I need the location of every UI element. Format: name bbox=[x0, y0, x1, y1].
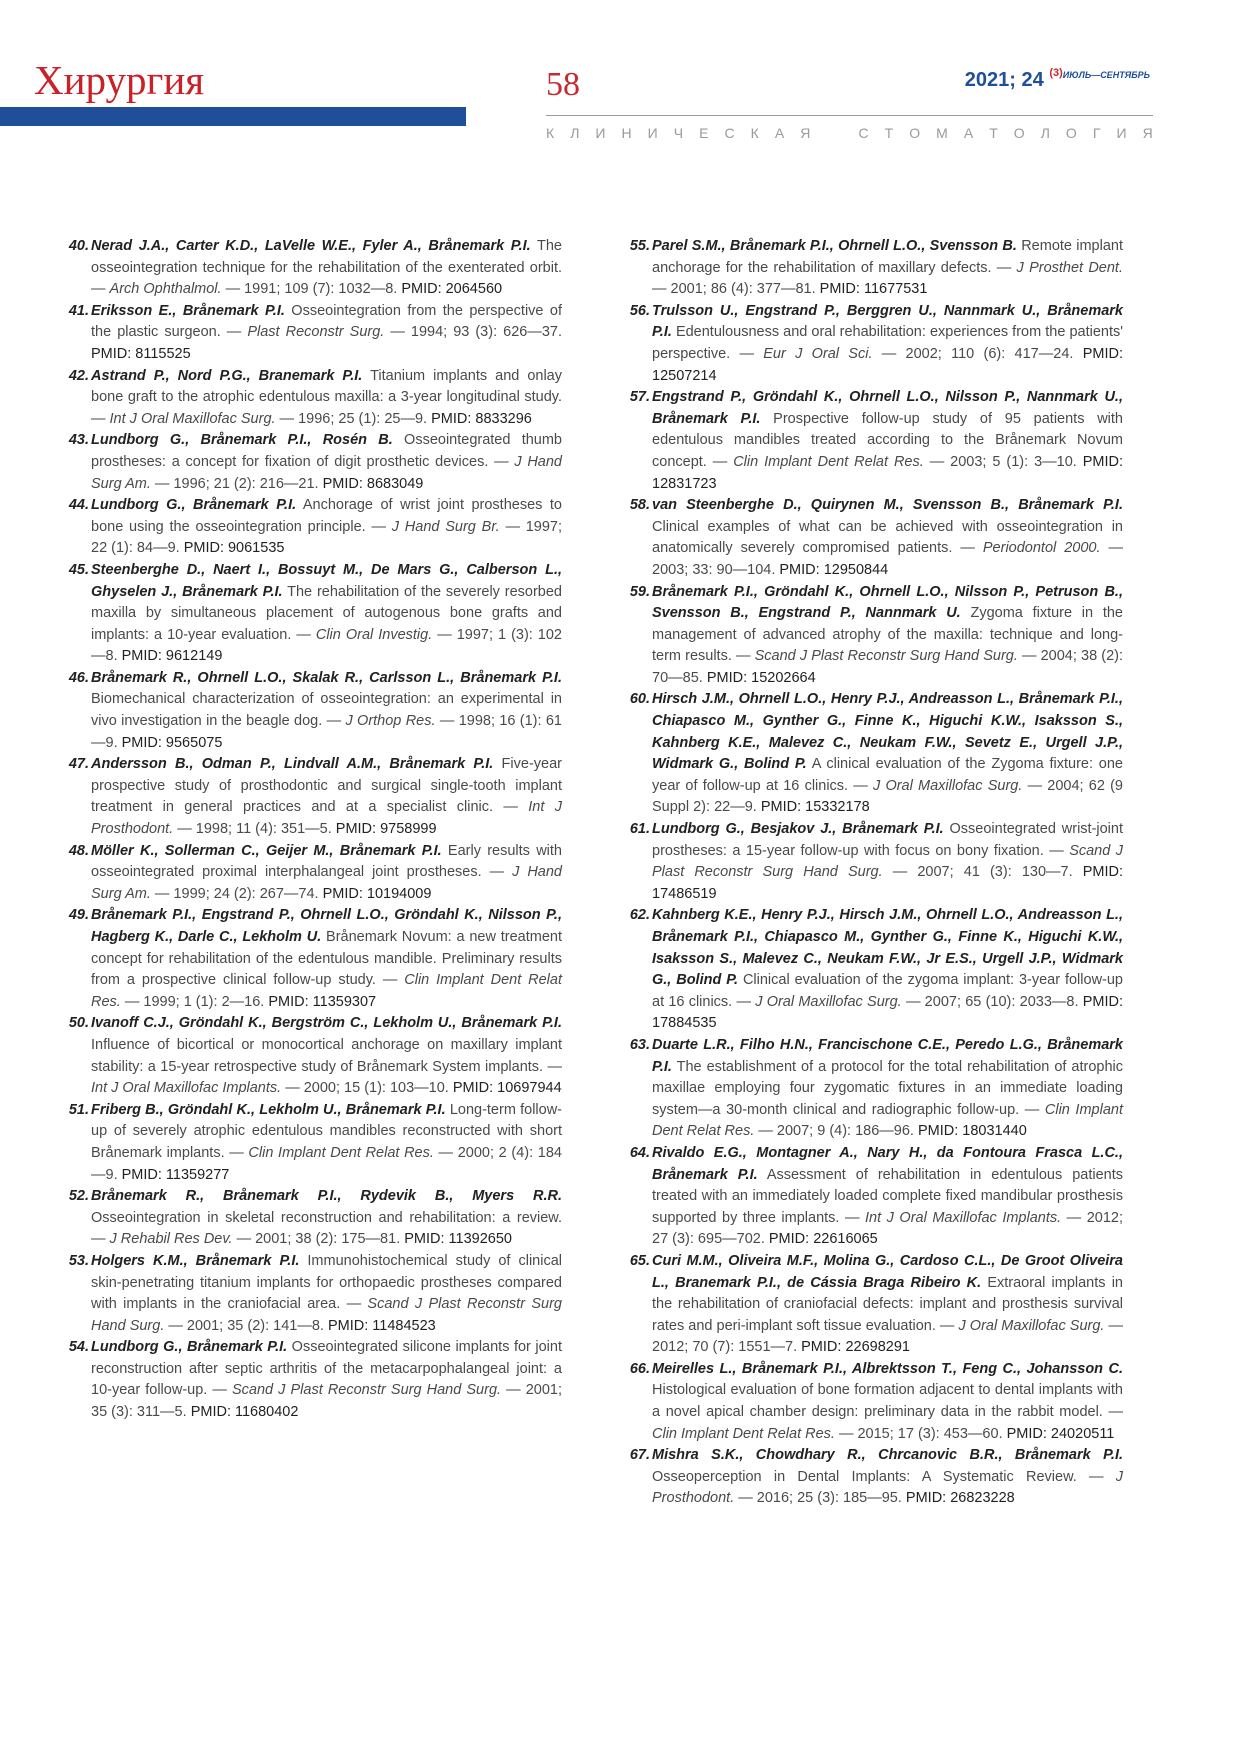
reference-pmid: PMID: 2064560 bbox=[401, 281, 503, 298]
journal-letter: Ч bbox=[673, 125, 684, 141]
journal-letter: Е bbox=[699, 125, 709, 141]
reference-text bbox=[652, 819, 1123, 905]
reference-text bbox=[91, 841, 562, 906]
reference-text bbox=[652, 301, 1123, 387]
reference-entry bbox=[62, 430, 562, 495]
reference-authors: van Steenberghe D., Quirynen M., Svensson B., Brånemark P.I. bbox=[652, 497, 1123, 514]
journal-letter: О bbox=[1013, 125, 1025, 141]
journal-letter: Я bbox=[800, 125, 811, 141]
reference-authors: Ivanoff C.J., Gröndahl K., Bergström C., Lekholm U., Brånemark P.I. bbox=[91, 1015, 562, 1032]
reference-pmid: PMID: 11359277 bbox=[121, 1166, 230, 1183]
reference-pmid: PMID: 15202664 bbox=[706, 669, 816, 686]
reference-text bbox=[91, 905, 562, 1013]
journal-letter: Т bbox=[884, 125, 894, 141]
reference-pmid: PMID: 9612149 bbox=[121, 648, 223, 665]
reference-pmid: PMID: 15332178 bbox=[760, 799, 870, 816]
reference-title: The establishment of a protocol for the total rehabilitation of atrophic maxillae employing four zygomatic fixtures in an immediate loading system—a 30-month clinical and radiographic follow-up. — bbox=[652, 1058, 1123, 1118]
references-left-column bbox=[62, 236, 562, 1424]
reference-pmid: PMID: 12831723 bbox=[652, 453, 1124, 492]
reference-authors: Astrand P., Nord P.G., Branemark P.I. bbox=[91, 367, 363, 384]
reference-authors: Brånemark R., Brånemark P.I., Rydevik B., Myers R.R. bbox=[91, 1188, 562, 1205]
reference-title: Edentulousness and oral rehabilitation: experiences from the patients' perspective. — bbox=[652, 324, 1123, 362]
journal-letter: К bbox=[750, 125, 759, 141]
reference-entry bbox=[62, 1013, 562, 1099]
reference-number: 46. bbox=[68, 669, 89, 686]
reference-journal: J Oral Maxillofac Surg. bbox=[958, 1317, 1105, 1334]
reference-text bbox=[91, 430, 562, 495]
reference-number: 57. bbox=[629, 389, 650, 406]
reference-details: — 2016; 25 (3): 185—95. bbox=[734, 1490, 906, 1507]
journal-letter: И bbox=[647, 125, 658, 141]
reference-journal: J Oral Maxillofac Surg. bbox=[872, 777, 1023, 794]
reference-number: 51. bbox=[68, 1101, 89, 1118]
reference-text bbox=[91, 495, 562, 560]
reference-authors: Holgers K.M., Brånemark P.I. bbox=[91, 1252, 300, 1269]
reference-entry bbox=[623, 905, 1123, 1035]
reference-entry bbox=[62, 905, 562, 1013]
reference-details: — 1998; 11 (4): 351—5. bbox=[173, 821, 336, 838]
reference-journal: J Oral Maxillofac Surg. bbox=[755, 993, 902, 1010]
reference-title: Osseointegrated thumb prostheses: a concept for fixation of digit prosthetic devices. — bbox=[91, 432, 562, 470]
reference-journal: J Orthop Res. bbox=[345, 713, 436, 730]
reference-title: Immunohistochemical study of clinical skin-penetrating titanium implants for orthopaedic prostheses compared with implants in the craniofacial area. — bbox=[91, 1252, 562, 1313]
reference-entry bbox=[623, 582, 1123, 690]
reference-authors: Mishra S.K., Chowdhary R., Chrcanovic B.R., Brånemark P.I. bbox=[652, 1447, 1123, 1464]
reference-pmid: PMID: 9565075 bbox=[121, 734, 223, 751]
reference-title: Histological evaluation of bone formation adjacent to dental implants with a novel apical chamber design: preliminary data in the rabbit model. — bbox=[652, 1382, 1123, 1421]
reference-number: 41. bbox=[68, 302, 89, 319]
reference-title: Osseointegrated silicone implants for joint reconstruction after septic arthritis of the metacarpophalangeal joint: a 10-year follow-up. — bbox=[91, 1339, 562, 1399]
reference-entry bbox=[62, 236, 562, 301]
reference-title: Osseointegrated wrist-joint prostheses: a 15-year follow-up with focus on bony fixation. — bbox=[652, 821, 1123, 859]
reference-title: Five-year prospective study of prosthodontic and surgical single-tooth implant treatment in general practices and at a specialist clinic. — bbox=[91, 756, 562, 816]
reference-journal: Scand J Plast Reconstr Surg Hand Surg. bbox=[91, 1296, 562, 1334]
reference-number: 49. bbox=[68, 907, 89, 924]
reference-details: — 2007; 9 (4): 186—96. bbox=[754, 1123, 918, 1140]
reference-journal: Int J Oral Maxillofac Implants. bbox=[91, 1080, 282, 1097]
reference-title: A clinical evaluation of the Zygoma fixture: one year of follow-up at 16 clinics. — bbox=[652, 756, 1123, 794]
reference-number: 45. bbox=[68, 561, 89, 578]
reference-journal: Int J Prosthodont. bbox=[91, 799, 562, 838]
reference-text bbox=[91, 1013, 562, 1099]
reference-pmid: PMID: 22616065 bbox=[768, 1231, 878, 1248]
reference-pmid: PMID: 10697944 bbox=[452, 1080, 562, 1097]
reference-authors: Nerad J.A., Carter K.D., LaVelle W.E., Fyler A., Brånemark P.I. bbox=[91, 238, 531, 254]
reference-number: 61. bbox=[629, 821, 650, 838]
reference-text bbox=[91, 754, 562, 840]
reference-authors: Brånemark R., Ohrnell L.O., Skalak R., Carlsson L., Brånemark P.I. bbox=[91, 669, 562, 686]
reference-journal: Clin Oral Investig. bbox=[315, 626, 433, 643]
reference-journal: Clin Implant Dent Relat Res. bbox=[652, 1101, 1123, 1140]
reference-pmid: PMID: 12507214 bbox=[652, 345, 1123, 384]
reference-pmid: PMID: 11677531 bbox=[819, 281, 928, 298]
reference-text bbox=[652, 1445, 1123, 1510]
reference-number: 43. bbox=[68, 432, 89, 449]
reference-entry bbox=[623, 387, 1123, 495]
reference-text bbox=[91, 1186, 562, 1251]
reference-number: 40. bbox=[68, 238, 89, 254]
reference-entry bbox=[623, 301, 1123, 387]
reference-authors: Meirelles L., Brånemark P.I., Albrektsson T., Feng C., Johansson C. bbox=[652, 1360, 1123, 1377]
reference-number: 50. bbox=[68, 1015, 89, 1032]
reference-number: 63. bbox=[629, 1036, 650, 1053]
reference-text bbox=[652, 689, 1123, 819]
reference-title: The osseointegration technique for the rehabilitation of the exenterated orbit. — bbox=[91, 238, 562, 298]
reference-details: — 2001; 86 (4): 377—81. bbox=[652, 281, 820, 298]
reference-journal: J Hand Surg Am. bbox=[91, 864, 562, 902]
reference-journal: Scand J Plast Reconstr Surg Hand Surg. bbox=[652, 842, 1123, 881]
reference-text bbox=[652, 905, 1123, 1035]
reference-entry bbox=[623, 689, 1123, 819]
reference-number: 65. bbox=[629, 1252, 650, 1269]
reference-authors: Rivaldo E.G., Montagner A., Nary H., da Fontoura Frasca L.C., Brånemark P.I. bbox=[652, 1144, 1123, 1183]
reference-title: Assessment of rehabilitation in edentulous patients treated with an immediately loaded complete fixed mandibular prosthesis supported by three implants. — bbox=[652, 1166, 1123, 1226]
header-rule bbox=[546, 115, 1153, 116]
reference-details: — 2003; 33: 90—104. bbox=[652, 540, 1124, 578]
section-title: Хирургия bbox=[34, 57, 205, 103]
reference-details: — 1996; 21 (2): 216—21. bbox=[150, 475, 323, 492]
reference-number: 67. bbox=[629, 1447, 650, 1464]
reference-pmid: PMID: 11392650 bbox=[404, 1231, 512, 1248]
reference-number: 42. bbox=[68, 367, 89, 384]
reference-details: — 2003; 5 (1): 3—10. bbox=[923, 453, 1083, 470]
reference-pmid: PMID: 22698291 bbox=[801, 1339, 910, 1356]
reference-text bbox=[652, 1251, 1123, 1359]
reference-number: 54. bbox=[68, 1339, 89, 1356]
reference-journal: Eur J Oral Sci. bbox=[763, 345, 873, 362]
reference-details: — 1996; 25 (1): 25—9. bbox=[275, 410, 432, 427]
journal-letter: Н bbox=[621, 125, 632, 141]
reference-details: — 2007; 65 (10): 2033—8. bbox=[901, 993, 1083, 1010]
reference-pmid: PMID: 17884535 bbox=[652, 993, 1124, 1032]
reference-title: Titanium implants and onlay bone graft to the atrophic edentulous maxilla: a 3-year longitudinal study. — bbox=[91, 367, 563, 427]
reference-journal: Clin Implant Dent Relat Res. bbox=[652, 1425, 835, 1442]
reference-title: Anchorage of wrist joint prostheses to bone using the osseointegration principle. — bbox=[91, 497, 562, 535]
reference-number: 62. bbox=[629, 907, 650, 924]
reference-entry bbox=[623, 1143, 1123, 1251]
reference-authors: Duarte L.R., Filho H.N., Francischone C.E., Peredo L.G., Brånemark P.I. bbox=[652, 1036, 1123, 1075]
reference-details: — 2000; 2 (4): 184—9. bbox=[91, 1144, 562, 1183]
reference-text bbox=[91, 301, 562, 366]
reference-title: Long-term follow-up of severely atrophic edentulous mandibles reconstructed with short Brånemark implants. — bbox=[91, 1101, 563, 1161]
reference-details: — 1997; 22 (1): 84—9. bbox=[91, 518, 563, 557]
reference-authors: Engstrand P., Gröndahl K., Ohrnell L.O., Nilsson P., Nannmark U., Brånemark P.I. bbox=[652, 389, 1123, 427]
reference-number: 58. bbox=[629, 497, 650, 514]
reference-text bbox=[91, 560, 562, 668]
reference-authors: Lundborg G., Brånemark P.I. bbox=[91, 1339, 288, 1356]
reference-entry bbox=[623, 236, 1123, 301]
reference-authors: Trulsson U., Engstrand P., Berggren U., Nannmark U., Brånemark P.I. bbox=[652, 302, 1123, 341]
reference-pmid: PMID: 11484523 bbox=[327, 1317, 436, 1334]
reference-entry bbox=[62, 1186, 562, 1251]
journal-letter: О bbox=[909, 125, 921, 141]
reference-entry bbox=[623, 495, 1123, 581]
reference-details: — 2001; 35 (3): 311—5. bbox=[91, 1382, 562, 1421]
reference-details: — 2001; 35 (2): 141—8. bbox=[164, 1317, 328, 1334]
journal-letter: И bbox=[595, 125, 606, 141]
reference-text bbox=[652, 1143, 1123, 1251]
reference-number: 55. bbox=[629, 238, 650, 254]
reference-number: 53. bbox=[68, 1252, 89, 1269]
reference-details: — 2001; 38 (2): 175—81. bbox=[232, 1231, 405, 1248]
journal-letter: А bbox=[774, 125, 785, 141]
reference-text bbox=[91, 668, 562, 754]
page-number: 58 bbox=[546, 66, 580, 103]
reference-text bbox=[652, 1035, 1123, 1143]
reference-details: — 2007; 41 (3): 130—7. bbox=[882, 864, 1083, 881]
reference-text bbox=[652, 582, 1123, 690]
reference-authors: Hirsch J.M., Ohrnell L.O., Henry P.J., Andreasson L., Brånemark P.I., Chiapasco M., Gynther G., Finne K., Higuchi K.W., Isaksson S., Kahnberg K.E., Malevez C., Neukam F.W., Sevetz E., Urgell J.P., Widmark G., Bolind P. bbox=[652, 691, 1123, 773]
reference-number: 60. bbox=[629, 691, 650, 708]
journal-letter: М bbox=[936, 125, 948, 141]
reference-authors: Möller K., Sollerman C., Geijer M., Brånemark P.I. bbox=[91, 842, 442, 859]
journal-letter: Л bbox=[570, 125, 580, 141]
reference-authors: Lundborg G., Brånemark P.I., Rosén B. bbox=[91, 432, 393, 449]
reference-text bbox=[91, 366, 562, 431]
reference-details: — 2002; 110 (6): 417—24. bbox=[872, 345, 1083, 362]
reference-title: Osseointegration from the perspective of the plastic surgeon. — bbox=[91, 302, 562, 341]
references-right-column bbox=[623, 236, 1123, 1510]
reference-pmid: PMID: 24020511 bbox=[1006, 1425, 1115, 1442]
reference-number: 64. bbox=[629, 1144, 650, 1161]
reference-entry bbox=[623, 1359, 1123, 1445]
reference-title: Clinical examples of what can be achieved with osseointegration in anatomically severely compromised patients. — bbox=[652, 518, 1123, 557]
reference-details: — 2015; 17 (3): 453—60. bbox=[834, 1425, 1007, 1442]
reference-text bbox=[652, 236, 1123, 301]
reference-entry bbox=[62, 668, 562, 754]
journal-letter: К bbox=[546, 125, 555, 141]
reference-journal: Int J Oral Maxillofac Implants. bbox=[865, 1209, 1062, 1226]
reference-pmid: PMID: 18031440 bbox=[917, 1123, 1027, 1140]
journal-letter: С bbox=[724, 125, 735, 141]
reference-entry bbox=[62, 560, 562, 668]
reference-entry bbox=[62, 1337, 562, 1423]
reference-pmid: PMID: 8833296 bbox=[431, 410, 532, 427]
journal-letter: С bbox=[858, 125, 869, 141]
reference-title: Influence of bicortical or monocortical anchorage on maxillary implant stability: a 15-year retrospective study of Brånemark System implants. — bbox=[91, 1036, 562, 1075]
reference-journal: J Prosthet Dent. bbox=[1016, 259, 1123, 276]
reference-title: Osseointegration in skeletal reconstruction and rehabilitation: a review. — bbox=[91, 1209, 562, 1248]
journal-letter: Г bbox=[1092, 125, 1101, 141]
reference-pmid: PMID: 8683049 bbox=[322, 475, 424, 492]
reference-authors: Lundborg G., Brånemark P.I. bbox=[91, 497, 297, 514]
reference-text bbox=[91, 1100, 562, 1186]
reference-title: Osseoperception in Dental Implants: A Systematic Review. — bbox=[652, 1468, 1116, 1485]
reference-entry bbox=[62, 301, 562, 366]
reference-number: 56. bbox=[629, 302, 650, 319]
reference-entry bbox=[623, 819, 1123, 905]
reference-pmid: PMID: 26823228 bbox=[905, 1490, 1015, 1507]
reference-journal: Arch Ophthalmol. bbox=[109, 281, 222, 298]
reference-details: — 1999; 24 (2): 267—74. bbox=[150, 885, 323, 902]
reference-pmid: PMID: 17486519 bbox=[652, 864, 1124, 902]
reference-details: — 1994; 93 (3): 626—37. bbox=[384, 324, 562, 341]
issue-year-volume: 2021; 24 bbox=[964, 69, 1044, 91]
reference-entry bbox=[62, 1251, 562, 1337]
reference-journal: Periodontol 2000. bbox=[982, 540, 1101, 557]
reference-journal: Plast Reconstr Surg. bbox=[247, 324, 385, 341]
journal-letter: О bbox=[1065, 125, 1077, 141]
reference-title: Biomechanical characterization of osseointegration: an experimental in vivo investigation in the beagle dog. — bbox=[91, 691, 562, 730]
reference-journal: Scand J Plast Reconstr Surg Hand Surg. bbox=[231, 1382, 502, 1399]
reference-authors: Curi M.M., Oliveira M.F., Molina G., Cardoso C.L., De Groot Oliveira L., Branemark P.I., de Cássia Braga Ribeiro K. bbox=[652, 1252, 1123, 1291]
reference-entry bbox=[62, 1100, 562, 1186]
reference-details: — 1999; 1 (1): 2—16. bbox=[120, 993, 269, 1010]
reference-title: Zygoma fixture in the management of advanced atrophy of the maxilla: technique and long-term results. — bbox=[652, 605, 1123, 665]
reference-pmid: PMID: 10194009 bbox=[322, 885, 432, 902]
reference-journal: J Rehabil Res Dev. bbox=[109, 1231, 233, 1248]
issue-period: ИЮЛЬ—СЕНТЯБРЬ bbox=[1062, 70, 1150, 80]
reference-title: Extraoral implants in the rehabilitation of craniofacial defects: implant and prosthesis survival rates and peri-implant soft tissue evaluation. — bbox=[652, 1274, 1123, 1334]
reference-authors: Lundborg G., Besjakov J., Brånemark P.I. bbox=[652, 821, 944, 838]
reference-number: 47. bbox=[68, 756, 89, 773]
reference-number: 44. bbox=[68, 497, 89, 514]
reference-journal: Clin Implant Dent Relat Res. bbox=[91, 972, 562, 1010]
reference-journal: Int J Oral Maxillofac Surg. bbox=[109, 410, 276, 427]
reference-pmid: PMID: 11680402 bbox=[190, 1404, 299, 1421]
reference-pmid: PMID: 8115525 bbox=[91, 345, 191, 362]
reference-number: 48. bbox=[68, 842, 89, 859]
reference-entry bbox=[62, 495, 562, 560]
reference-details: — 2012; 70 (7): 1551—7. bbox=[652, 1317, 1123, 1356]
reference-journal: J Hand Surg Am. bbox=[91, 453, 562, 492]
reference-text bbox=[652, 495, 1123, 581]
journal-letter: Л bbox=[1040, 125, 1050, 141]
reference-journal: J Hand Surg Br. bbox=[391, 518, 500, 535]
reference-title: Remote implant anchorage for the rehabilitation of maxillary defects. — bbox=[652, 238, 1123, 276]
reference-pmid: PMID: 11359307 bbox=[268, 993, 377, 1010]
reference-number: 66. bbox=[629, 1360, 650, 1377]
reference-entry bbox=[623, 1035, 1123, 1143]
reference-title: Early results with osseointegrated proximal interphalangeal joint prostheses. — bbox=[91, 842, 562, 881]
reference-text bbox=[652, 1359, 1123, 1445]
journal-letter: Я bbox=[1142, 125, 1153, 141]
reference-details: — 2004; 62 (9 Suppl 2): 22—9. bbox=[652, 777, 1123, 816]
reference-details: — 1997; 1 (3): 102—8. bbox=[91, 626, 563, 665]
reference-authors: Friberg B., Gröndahl K., Lekholm U., Brånemark P.I. bbox=[91, 1101, 446, 1118]
reference-text bbox=[91, 1337, 562, 1423]
reference-details: — 2004; 38 (2): 70—85. bbox=[652, 648, 1124, 686]
reference-authors: Brånemark P.I., Engstrand P., Ohrnell L.O., Gröndahl K., Nilsson P., Hagberg K., Darle C., Lekholm U. bbox=[91, 907, 562, 945]
reference-title: Brånemark Novum: a new treatment concept for rehabilitation of the edentulous mandible. Preliminary results from a prospective clinical follow-up study. — bbox=[91, 929, 562, 989]
reference-text bbox=[652, 387, 1123, 495]
reference-entry bbox=[62, 841, 562, 906]
journal-letter: Т bbox=[989, 125, 998, 141]
reference-details: — 2012; 27 (3): 695—702. bbox=[652, 1209, 1123, 1248]
reference-entry bbox=[623, 1445, 1123, 1510]
reference-title: Prospective follow-up study of 95 patients with edentulous mandibles treated according to the Brånemark Novum concept. — bbox=[652, 410, 1123, 470]
reference-details: — 1998; 16 (1): 61—9. bbox=[91, 713, 563, 751]
reference-authors: Kahnberg K.E., Henry P.J., Hirsch J.M., Ohrnell L.O., Andreasson L., Brånemark P.I., Chiapasco M., Gynther G., Finne K., Higuchi K.W., Isaksson S., Malevez C., Neukam F.W., Jr E.S., Urgell J.P., Widmark G., Bolind P. bbox=[652, 907, 1123, 989]
reference-details: — 2000; 15 (1): 103—10. bbox=[281, 1080, 453, 1097]
reference-entry bbox=[623, 1251, 1123, 1359]
reference-number: 52. bbox=[68, 1188, 89, 1205]
journal-letter: И bbox=[1116, 125, 1127, 141]
issue-number: (3) bbox=[1049, 67, 1063, 79]
reference-number: 59. bbox=[629, 583, 650, 600]
reference-text bbox=[91, 236, 562, 301]
reference-authors: Parel S.M., Brånemark P.I., Ohrnell L.O., Svensson B. bbox=[652, 238, 1017, 254]
header-accent-bar bbox=[0, 107, 466, 126]
reference-entry bbox=[62, 366, 562, 431]
reference-authors: Brånemark P.I., Gröndahl K., Ohrnell L.O., Nilsson P., Petruson B., Svensson B., Engstrand P., Nannmark U. bbox=[652, 583, 1123, 622]
reference-journal: Scand J Plast Reconstr Surg Hand Surg. bbox=[754, 648, 1018, 665]
reference-journal: Clin Implant Dent Relat Res. bbox=[248, 1144, 434, 1161]
reference-details: — 1991; 109 (7): 1032—8. bbox=[221, 281, 402, 298]
journal-name bbox=[546, 125, 1153, 141]
reference-title: The rehabilitation of the severely resorbed maxilla by simultaneous placement of autogenous bone grafts and implants: a 10-year evaluation. — bbox=[91, 583, 562, 643]
reference-journal: Clin Implant Dent Relat Res. bbox=[733, 453, 924, 470]
reference-entry bbox=[62, 754, 562, 840]
reference-text bbox=[91, 1251, 562, 1337]
journal-letter: А bbox=[963, 125, 974, 141]
reference-title: Clinical evaluation of the zygoma implant: 3-year follow-up at 16 clinics. — bbox=[652, 972, 1123, 1010]
reference-journal: J Prosthodont. bbox=[652, 1468, 1123, 1507]
issue-info bbox=[964, 67, 1150, 91]
reference-pmid: PMID: 12950844 bbox=[779, 561, 889, 578]
reference-pmid: PMID: 9758999 bbox=[335, 821, 437, 838]
reference-authors: Andersson B., Odman P., Lindvall A.M., Brånemark P.I. bbox=[91, 756, 494, 773]
reference-authors: Eriksson E., Brånemark P.I. bbox=[91, 302, 285, 319]
reference-pmid: PMID: 9061535 bbox=[183, 540, 285, 557]
reference-authors: Steenberghe D., Naert I., Bossuyt M., De Mars G., Calberson L., Ghyselen J., Brånemark P.I. bbox=[91, 561, 562, 600]
